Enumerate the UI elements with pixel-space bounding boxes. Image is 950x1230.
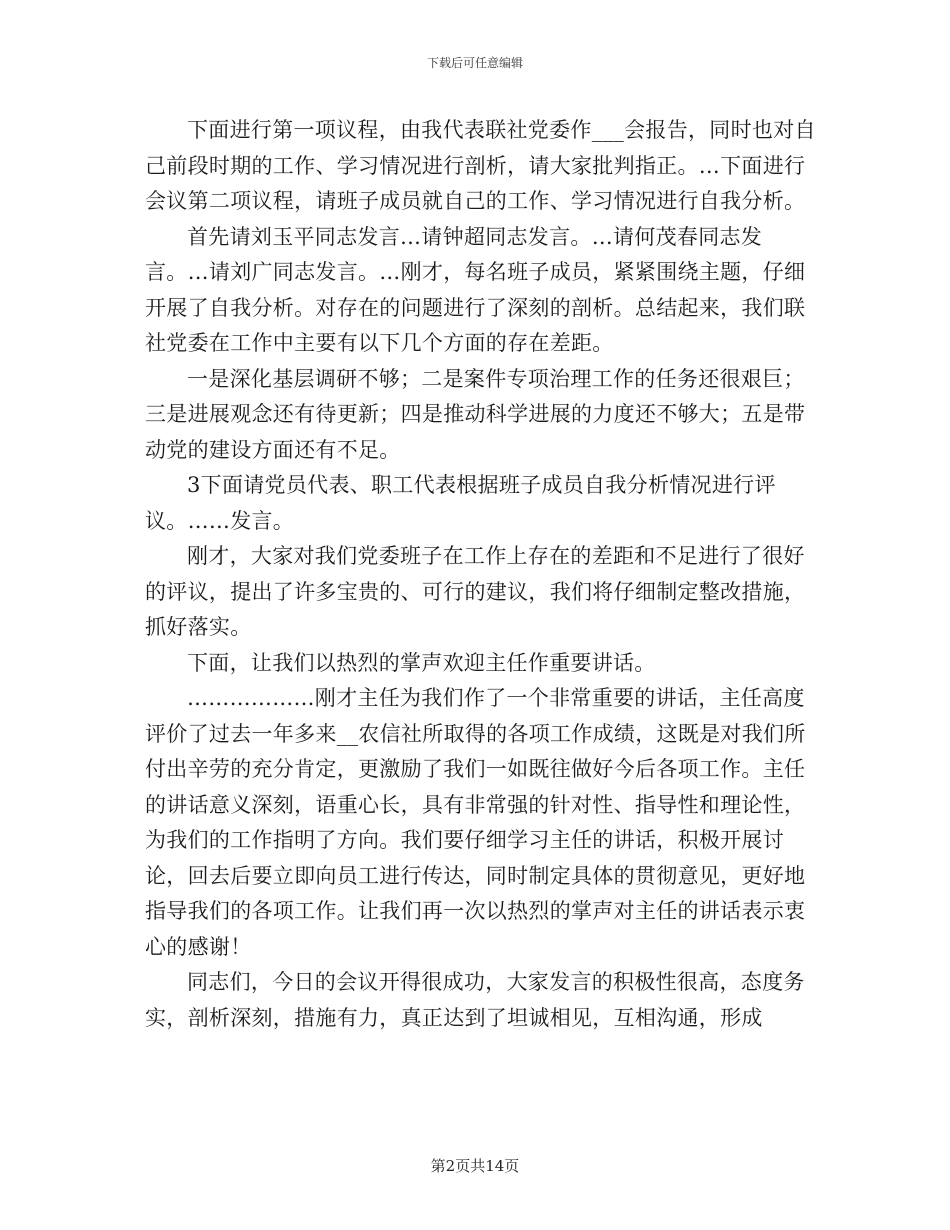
paragraph-speakers: 首先请刘玉平同志发言…请钟超同志发言。…请何茂春同志发言。…请刘广同志发言。…刚才，每名班子成员，紧紧围绕主题，仔细开展了自我分析。对存在的问题进行了深刻的剖析。总结起来，我们联社党委在工作中主要有以下几个方面的存在差距。 (145, 224, 806, 355)
paragraph-evaluation: 3下面请党员代表、职工代表根据班子成员自我分析情况进行评议。……发言。 (145, 473, 776, 533)
page-header: 下载后可任意编辑 (426, 56, 523, 70)
paragraph-agenda-one: 下面进行第一项议程，由我代表联社党委作___会报告，同时也对自己前段时期的工作、学习情况进行剖析，请大家批判指正。…下面进行会议第二项议程，请班子成员就自己的工作、学习情况进行自我分析。 (145, 118, 816, 213)
paragraph-shortcomings: 一是深化基层调研不够；二是案件专项治理工作的任务还很艰巨；三是进展观念还有待更新；四是推动科学进展的力度还不够大；五是带动党的建设方面还有不足。 (145, 366, 806, 462)
paragraph-director-intro: 下面，让我们以热烈的掌声欢迎主任作重要讲话。 (187, 650, 656, 675)
paragraph-director-speech: ………………刚才主任为我们作了一个非常重要的讲话，主任高度评价了过去一年多来__农信社所取得的各项工作成绩，这既是对我们所付出辛劳的充分肯定，更激励了我们一如既往做好今后各项工作。主任的讲话意义深刻，语重心长，具有非常强的针对性、指导性和理论性，为我们的工作指明了方向。我们要仔细学习主任的讲话，积极开展讨论，回去后要立即向员工进行传达，同时制定具体的贯彻意见，更好地指导我们的各项工作。让我们再一次以热烈的掌声对主任的讲话表示衷心的感谢！ (145, 686, 806, 959)
paragraph-closing: 同志们，今日的会议开得很成功，大家发言的积极性很高，态度务实，剖析深刻，措施有力，真正达到了坦诚相见，互相沟通，形成 (145, 970, 805, 1030)
paragraph-feedback: 刚才，大家对我们党委班子在工作上存在的差距和不足进行了很好的评议，提出了许多宝贵的、可行的建议，我们将仔细制定整改措施，抓好落实。 (145, 544, 806, 639)
document-body (145, 113, 825, 1036)
page-number: 第2页共14页 (430, 1157, 520, 1175)
